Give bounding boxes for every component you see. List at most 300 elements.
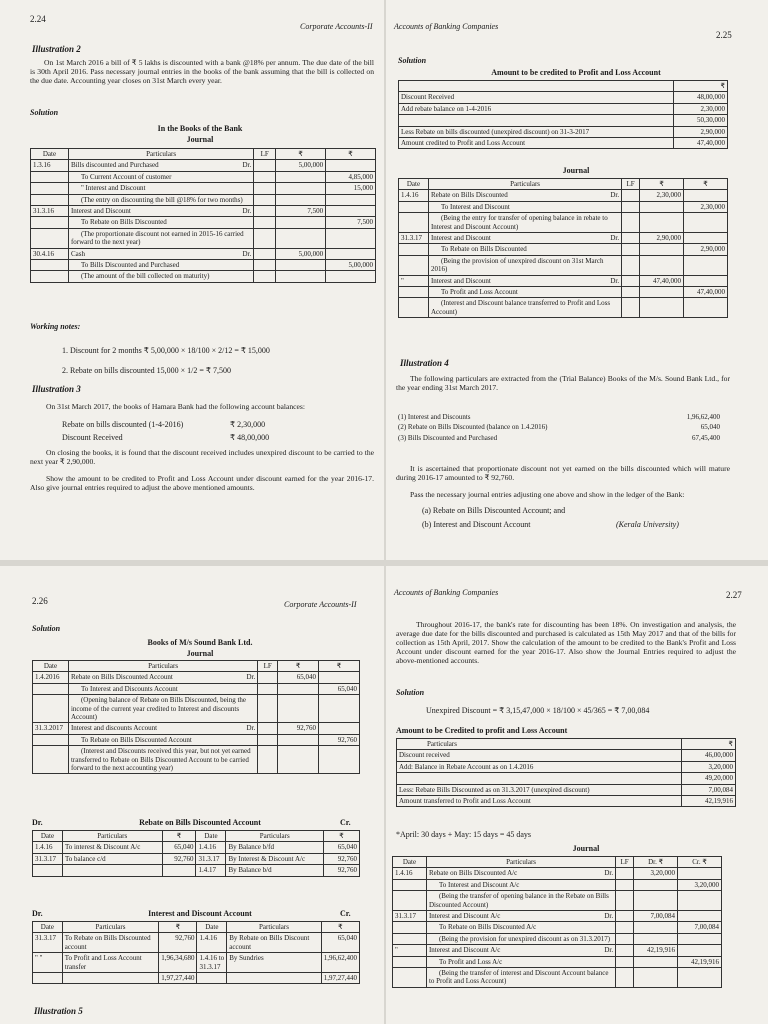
col-particulars: Particulars [62,922,158,933]
journal-title: Journal [186,649,214,658]
entry-credit [319,723,360,734]
journal-row [33,746,360,774]
entry-particulars [428,298,621,318]
entry-date [399,255,429,275]
ledger-2-title: Interest and Discount Account [148,909,252,918]
cr-amount: 65,040 [321,933,359,953]
col-date: Date [197,922,227,933]
illustration-4-title: Illustration 4 [400,358,449,368]
journal-table [398,178,728,318]
cr-particulars: By Interest & Discount A/c [226,853,324,864]
entry-particulars [426,945,615,956]
entry-lf [616,891,634,911]
books-title: Books of M/s Sound Bank Ltd. [147,638,253,647]
col-lf: LF [254,149,276,160]
ledger-2-body [33,933,360,984]
entry-credit: 3,20,000 [678,879,722,890]
entry-text: To Bills Discounted and Purchased [80,260,180,269]
col-date: Date [31,149,69,160]
entry-date [399,213,429,233]
journal-table [32,660,360,774]
entry-particulars [68,205,253,216]
entry-credit [678,868,722,879]
entry-debit: 92,760 [278,723,319,734]
col-particulars: Particulars [426,857,615,868]
illustration-5-title: Illustration 5 [34,1006,83,1016]
cr-date: 1.4.16 [196,842,226,853]
col-date: Date [33,831,63,842]
entry-particulars [426,933,615,944]
entry-credit [684,190,728,201]
entry-credit: 2,90,000 [684,244,728,255]
amount-value: 47,40,000 [674,137,728,148]
journal-row [33,683,360,694]
entry-text: To Interest and Discount A/c [438,880,520,889]
entry-debit [276,228,326,248]
entry-date: 30.4.16 [31,248,69,259]
entry-debit [276,271,326,282]
entry-credit [678,945,722,956]
entry-debit [634,922,678,933]
ledger-row [33,953,360,973]
cr-date: 1.4.16 [197,933,227,953]
amount-table [396,738,736,807]
entry-particulars [426,910,615,921]
amount-particulars: Discount received [397,750,682,761]
item-value: 67,45,400 [692,433,720,442]
entry-particulars [68,217,253,228]
entry-credit [326,248,376,259]
item-label: (2) Rebate on Bills Discounted (balance on 1.4.2016) [398,423,548,432]
entry-credit [678,933,722,944]
col-credit: ₹ [326,149,376,160]
entry-debit [276,194,326,205]
dr-date [33,972,63,983]
entry-credit [684,213,728,233]
entry-particulars [68,183,253,194]
amount-value: 48,00,000 [674,92,728,103]
rupee-head: ₹ [674,81,728,92]
dr-particulars [62,865,162,876]
dr-particulars: To balance c/d [62,853,162,864]
amount-row [399,92,728,103]
entry-date [33,746,69,774]
col-credit: Cr. ₹ [678,857,722,868]
entry-date [31,183,69,194]
entry-particulars [428,286,621,297]
entry-debit: 2,30,000 [640,190,684,201]
list-item [396,422,722,432]
amount-row [399,103,728,114]
page-number: 2.27 [726,590,742,600]
item-label: (3) Bills Discounted and Purchased [398,433,498,442]
entry-lf [616,945,634,956]
entry-particulars [68,259,253,270]
journal-row [33,723,360,734]
entry-date [33,695,69,723]
ledger-2-table [32,921,360,984]
ledger-row [33,853,360,864]
ledger-1-header [33,831,360,842]
entry-text: (Being the provision for unexpired discount as on 31.3.2017) [438,934,611,943]
entry-lf [622,213,640,233]
entry-lf [622,244,640,255]
dr-particulars: To interest & Discount A/c [62,842,162,853]
col-lf: LF [258,661,278,672]
entry-particulars [68,723,257,734]
entry-debit: 42,19,916 [634,945,678,956]
cr-particulars: By Rebate on Bills Discount account [227,933,321,953]
amount-particulars: Amount credited to Profit and Loss Account [399,137,674,148]
dr-marker: Dr. [604,869,614,878]
dr-marker: Dr. [610,191,620,200]
journal-row [393,956,722,967]
entry-credit: 7,500 [326,217,376,228]
ledger-row [33,972,360,983]
dr-date: 31.3.17 [33,853,63,864]
entry-lf [622,286,640,297]
ledger-row [33,842,360,853]
dr-marker: Dr. [242,206,252,215]
amount-particulars: Amount transferred to Profit and Loss Account [397,795,682,806]
journal-table [30,148,376,283]
amount-value: 2,90,000 [674,126,728,137]
illustration-3-text-2: On closing the books, it is found that the discount received includes unexpired discount to be carried to the next year ₹ 2,90,000. [30,448,374,467]
entry-lf [616,910,634,921]
dr-amount: 92,760 [159,933,197,953]
journal-title: Journal [186,135,214,144]
dr-amount: 1,96,34,680 [159,953,197,973]
entry-lf [622,201,640,212]
entry-lf [622,232,640,243]
journal-row [31,205,376,216]
entry-date [33,683,69,694]
entry-debit [634,891,678,911]
entry-date [31,271,69,282]
entry-lf [622,298,640,318]
entry-text: (The amount of the bill collected on maturity) [80,272,210,281]
entry-date [31,259,69,270]
col-debit: ₹ [276,149,326,160]
dr-amount: 65,040 [162,842,196,853]
entry-text: To Interest and Discount [440,202,510,211]
entry-date [31,217,69,228]
amount-value: 50,30,000 [674,115,728,126]
entry-credit [326,271,376,282]
entry-date [393,956,427,967]
col-particulars: Particulars [62,831,162,842]
entry-credit [326,228,376,248]
ledger-1-title: Rebate on Bills Discounted Account [139,818,261,827]
cr-particulars [227,972,321,983]
entry-lf [258,746,278,774]
entry-particulars [428,201,621,212]
entry-date [31,228,69,248]
entry-debit: 5,00,000 [276,248,326,259]
amount-value: 46,00,000 [682,750,736,761]
journal-row [399,190,728,201]
working-note-1: 1. Discount for 2 months ₹ 5,00,000 × 18/100 × 2/12 = ₹ 15,000 [62,346,270,355]
amount-body [399,92,728,149]
entry-debit: 47,40,000 [640,275,684,286]
dr-marker: Dr. [246,673,256,682]
amount-particulars: Less: Rebate Bills Discounted as on 31.3.2017 (unexpired discount) [397,784,682,795]
entry-debit: 5,00,000 [276,160,326,171]
entry-text: To Current Account of customer [80,172,172,181]
col-date: Date [33,661,69,672]
dr-marker: Dr. [604,911,614,920]
ledger-1-body [33,842,360,876]
dr-date [33,865,63,876]
entry-lf [254,160,276,171]
rupee-head: ₹ [682,739,736,750]
journal-row [33,695,360,723]
dr-date: 31.3.17 [33,933,63,953]
col-particulars: Particulars [68,661,257,672]
entry-credit [684,255,728,275]
entry-text: To Rebate on Bills Discounted A/c [438,923,537,932]
entry-particulars [426,891,615,911]
col-lf: LF [622,179,640,190]
entry-credit [678,967,722,987]
particulars-list [396,412,722,443]
entry-credit [684,298,728,318]
entry-date [33,734,69,745]
journal-header-row [393,857,722,868]
entry-lf [258,672,278,683]
journal-title: Journal [572,844,600,853]
ledger-1-table [32,830,360,877]
col-date: Date [33,922,63,933]
col-amount: ₹ [324,831,360,842]
amount-title: Amount to be Credited to profit and Loss Account [396,726,568,735]
entry-text: Interest and Discount [430,276,491,285]
journal-row [393,933,722,944]
page-2-27 [386,566,768,1024]
ledger-row [33,865,360,876]
entry-particulars [68,695,257,723]
entry-debit: 3,20,000 [634,868,678,879]
entry-debit [640,201,684,212]
cr-amount: 92,760 [324,865,360,876]
balance-1-value: ₹ 2,30,000 [230,420,266,429]
entry-debit [634,933,678,944]
entry-text: To Rebate on Bills Discounted [440,245,527,254]
entry-date [393,967,427,987]
col-credit: ₹ [319,661,360,672]
entry-credit: 42,19,916 [678,956,722,967]
entry-lf [616,933,634,944]
working-note-2: 2. Rebate on bills discounted 15,000 × 1/2 = ₹ 7,500 [62,366,231,375]
cr-amount: 1,97,27,440 [321,972,359,983]
working-notes-title: Working notes: [30,322,81,331]
entry-text: Interest and Discount [430,233,491,242]
col-amount: ₹ [159,922,197,933]
journal-row [399,275,728,286]
dr-particulars: To Profit and Loss Account transfer [62,953,158,973]
entry-credit [684,275,728,286]
entry-lf [254,228,276,248]
entry-text: To Profit and Loss A/c [438,957,503,966]
list-item [396,412,722,422]
entry-date: 31.3.17 [393,910,427,921]
cr-amount: 92,760 [324,853,360,864]
amount-value: 42,19,916 [682,795,736,806]
amount-particulars: Add rebate balance on 1-4-2016 [399,103,674,114]
entry-credit: 15,000 [326,183,376,194]
entry-credit: 4,85,000 [326,171,376,182]
entry-particulars [426,868,615,879]
entry-date [31,171,69,182]
cr-date: 31.3.17 [196,853,226,864]
particulars-head: Particulars [397,739,682,750]
journal-body [393,868,722,987]
journal-body [33,672,360,774]
entry-debit: 7,00,084 [634,910,678,921]
dr-particulars: To Rebate on Bills Discounted account [62,933,158,953]
dr-date: 1.4.16 [33,842,63,853]
amount-value: 49,20,000 [682,773,736,784]
running-head: Accounts of Banking Companies [394,588,499,597]
entry-particulars [68,672,257,683]
entry-text: To Interest and Discounts Account [80,684,178,693]
journal-row [33,672,360,683]
entry-date [399,298,429,318]
entry-particulars [428,190,621,201]
journal-title: Journal [562,166,590,175]
entry-credit [678,891,722,911]
entry-particulars [428,244,621,255]
amount-row [397,795,736,806]
page-2-25 [386,0,768,560]
entry-lf [254,259,276,270]
journal-row [31,194,376,205]
journal-table [392,856,722,988]
journal-row [31,271,376,282]
amount-table [398,80,728,149]
entry-particulars [428,275,621,286]
entry-lf [616,922,634,933]
entry-date [399,244,429,255]
entry-credit [326,194,376,205]
entry-date [399,286,429,297]
col-credit: ₹ [684,179,728,190]
entry-lf [616,868,634,879]
entry-lf [622,275,640,286]
entry-date: 1.4.16 [399,190,429,201]
journal-row [393,967,722,987]
entry-text: " Interest and Discount [80,184,146,193]
entry-debit [640,213,684,233]
dr-amount: 92,760 [162,853,196,864]
illustration-2-title: Illustration 2 [32,44,81,54]
entry-particulars [68,160,253,171]
running-head: Corporate Accounts-II [284,600,357,609]
entry-text: (Interest and Discount balance transferred to Profit and Loss Account) [430,299,611,316]
entry-lf [254,171,276,182]
entry-credit: 2,30,000 [684,201,728,212]
journal-row [393,910,722,921]
col-date: Date [399,179,429,190]
entry-debit [634,879,678,890]
entry-particulars [68,683,257,694]
dr-marker: Dr. [242,249,252,258]
illustration-2-text: On 1st March 2016 a bill of ₹ 5 lakhs is discounted with a bank @18% per annum. The due date of the bill is 30th April 2016. Pass necessary journal entries in the books of the bank assuming that the bill is collected on the due date. Accounting year closes on 31st March every year. [30,58,374,86]
entry-text: To Profit and Loss Account [440,287,518,296]
entry-debit [276,183,326,194]
page-number: 2.24 [30,14,46,24]
col-debit: ₹ [278,661,319,672]
ledger-row [33,933,360,953]
journal-row [31,248,376,259]
amount-particulars [399,115,674,126]
illustration-4-text: The following particulars are extracted from the (Trial Balance) Books of the M/s. Sound Bank Ltd., for the year ending 31st March 2017. [396,374,730,393]
journal-body [399,190,728,318]
entry-lf [616,967,634,987]
entry-debit [278,746,319,774]
amount-particulars [397,773,682,784]
dr-marker: Dr. [242,161,252,170]
entry-date: 1.3.16 [31,160,69,171]
entry-credit: 47,40,000 [684,286,728,297]
entry-text: (Being the transfer of interest and Discount Account balance to Profit and Loss Account) [428,968,609,986]
col-particulars: Particulars [226,831,324,842]
entry-lf [258,723,278,734]
entry-particulars [426,956,615,967]
running-head: Corporate Accounts-II [300,22,373,31]
col-lf: LF [616,857,634,868]
entry-text: (The proportionate discount not earned in 2015-16 carried forward to the next year) [70,229,244,247]
entry-lf [254,205,276,216]
entry-debit [278,683,319,694]
illustration-3-text: On 31st March 2017, the books of Hamara Bank had the following account balances: [46,402,305,411]
list-item [396,433,722,443]
entry-lf [622,255,640,275]
entry-debit [276,259,326,270]
journal-row [33,734,360,745]
page-2-26 [0,566,384,1024]
entry-particulars [68,171,253,182]
col-date: Date [196,831,226,842]
journal-row [393,879,722,890]
entry-lf [622,190,640,201]
entry-debit: 7,500 [276,205,326,216]
entry-debit [640,298,684,318]
cr-amount: 1,96,62,400 [321,953,359,973]
entry-lf [254,271,276,282]
entry-particulars [428,232,621,243]
entry-text: To Rebate on Bills Discounted Account [80,735,192,744]
entry-text: (Being the transfer of opening balance in the Rebate on Bills Discounted Account) [428,892,609,909]
entry-debit: 2,90,000 [640,232,684,243]
amount-row [399,137,728,148]
cr-date [197,972,227,983]
entry-debit [634,956,678,967]
entry-lf [254,183,276,194]
amount-body [397,750,736,807]
entry-credit [678,910,722,921]
journal-row [31,171,376,182]
source-label: (Kerala University) [616,520,679,529]
footnote: *April: 30 days + May: 15 days = 45 days [396,830,532,839]
amount-row [399,126,728,137]
entry-date: " [393,945,427,956]
journal-row [399,232,728,243]
dr-marker: Dr. [246,724,256,733]
entry-lf [616,879,634,890]
solution-label: Solution [398,56,427,65]
col-particulars: Particulars [428,179,621,190]
